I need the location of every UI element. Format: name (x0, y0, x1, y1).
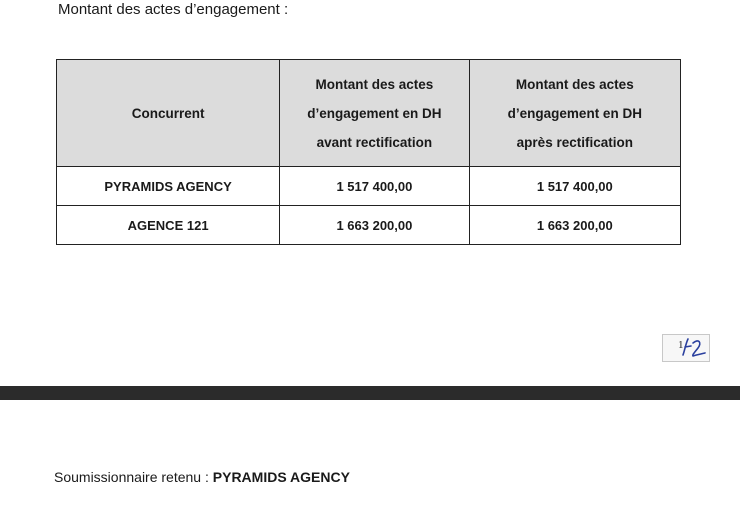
handwritten-initials-icon (677, 335, 711, 361)
table-row (57, 167, 681, 206)
header-line: avant rectification (316, 134, 433, 150)
cell-amount-before: 1 517 400,00 (280, 167, 469, 206)
header-line: d’engagement en DH (507, 105, 642, 121)
table-row (57, 206, 681, 245)
header-line: après rectification (516, 134, 633, 150)
section-title: Montant des actes d’engagement : (58, 1, 289, 18)
header-concurrent (57, 60, 280, 167)
cell-amount-after: 1 663 200,00 (469, 206, 680, 245)
cell-amount-before: 1 663 200,00 (280, 206, 469, 245)
header-line: Montant des actes (315, 76, 434, 92)
page-number-stamp (662, 334, 710, 362)
selected-bidder-name: PYRAMIDS AGENCY (212, 469, 350, 485)
header-line: Concurrent (131, 105, 205, 121)
header-line: d’engagement en DH (307, 105, 442, 121)
table-header-row (57, 60, 681, 167)
header-amount-before (280, 60, 469, 167)
selected-bidder-label: Soumissionnaire retenu : (54, 469, 213, 485)
cell-amount-after: 1 517 400,00 (469, 167, 680, 206)
cell-concurrent: AGENCE 121 (57, 206, 280, 245)
cell-concurrent: PYRAMIDS AGENCY (57, 167, 280, 206)
page-break-bar (0, 386, 740, 400)
selected-bidder-line (54, 468, 350, 486)
header-amount-after (469, 60, 680, 167)
header-line: Montant des actes (515, 76, 634, 92)
page-number: 1 (678, 339, 684, 351)
bids-table (56, 59, 681, 245)
